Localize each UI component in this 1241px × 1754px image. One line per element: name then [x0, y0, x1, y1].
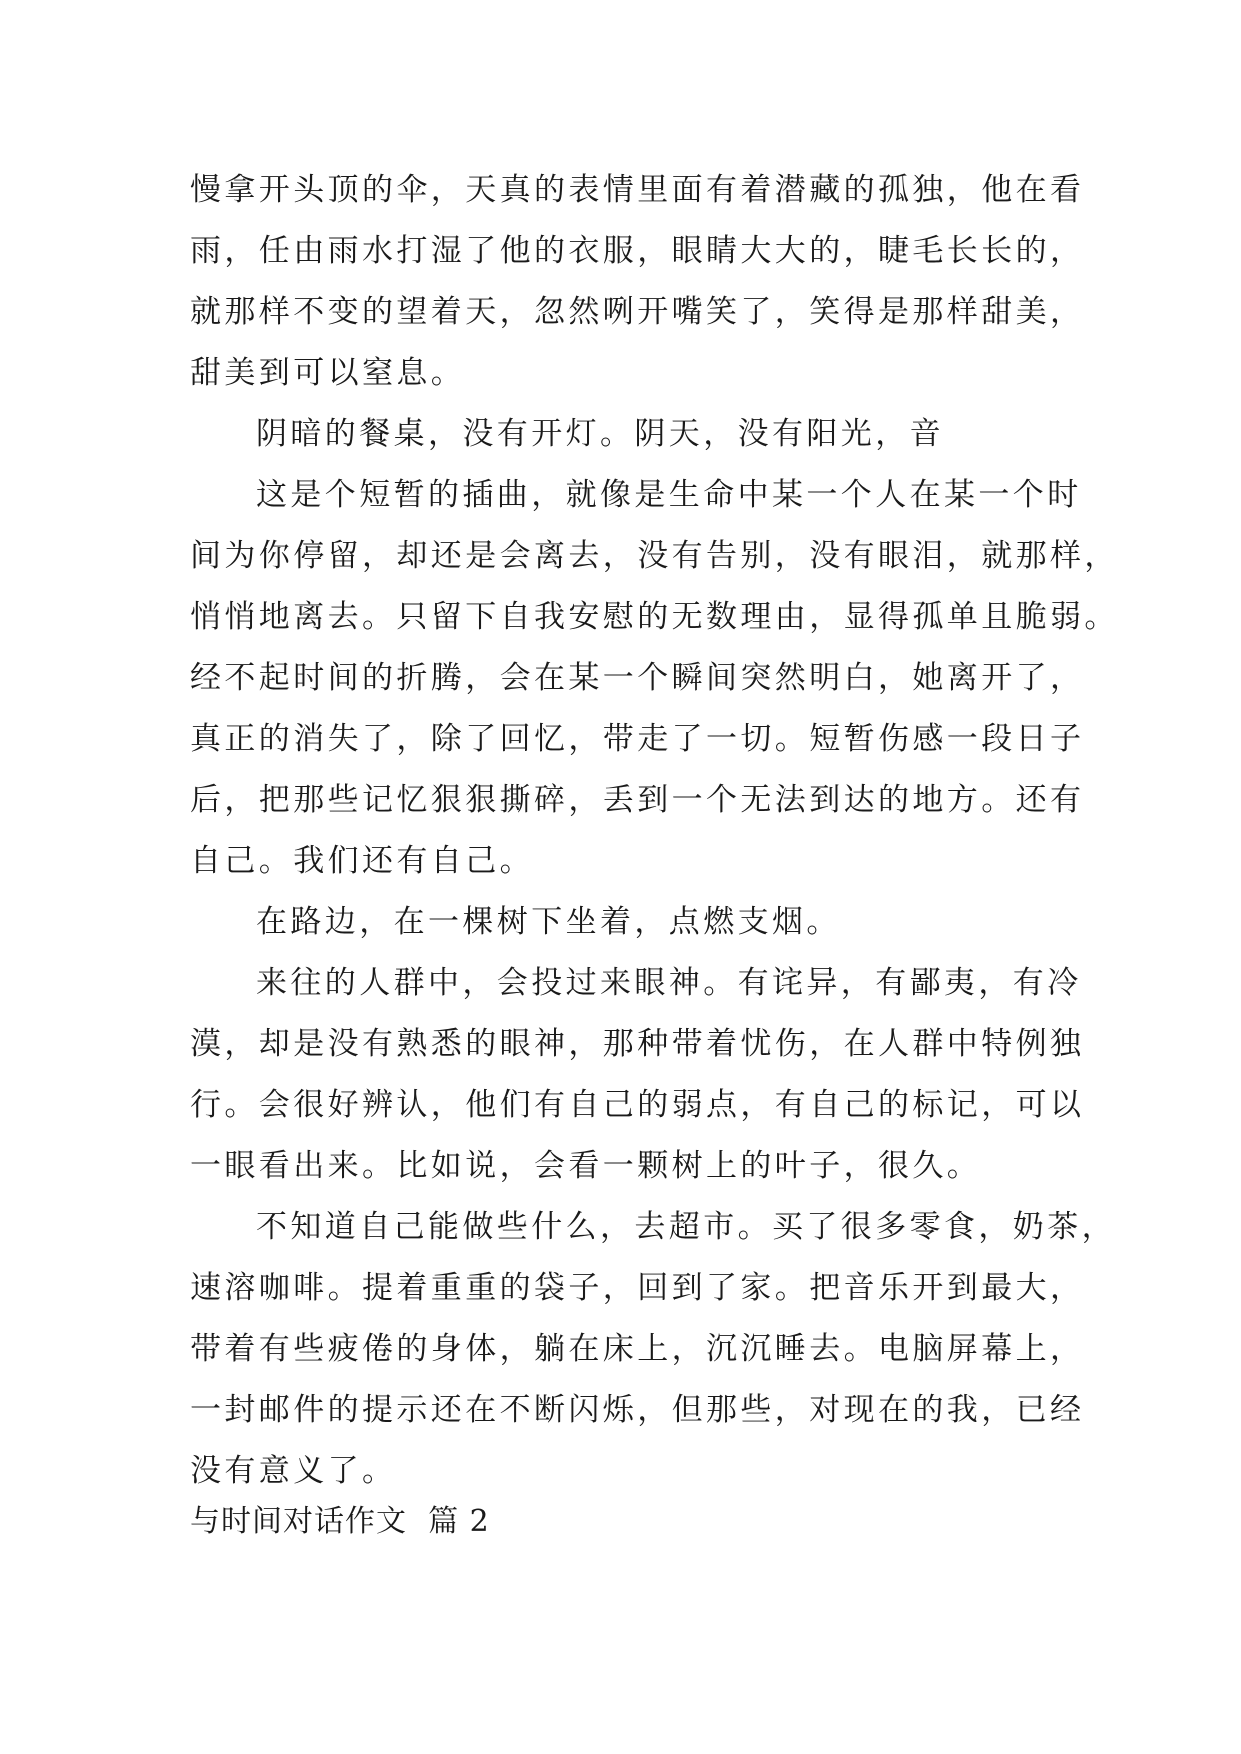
- text-line: 一眼看出来。比如说，会看一颗树上的叶子，很久。: [190, 1148, 982, 1184]
- text-line: 经不起时间的折腾，会在某一个瞬间突然明白，她离开了，: [190, 660, 1085, 696]
- text-line: 悄悄地离去。只留下自我安慰的无数理由，显得孤单且脆弱。: [190, 599, 1119, 635]
- text-line: 慢拿开头顶的伞，天真的表情里面有着潜藏的孤独，他在看: [190, 172, 1085, 208]
- text-line: 间为你停留，却还是会离去，没有告别，没有眼泪，就那样，: [190, 538, 1119, 574]
- paragraph-start-line: 阴暗的餐桌，没有开灯。阴天，没有阳光，音: [256, 416, 944, 452]
- paragraph-start-line: 不知道自己能做些什么，去超市。买了很多零食，奶茶，: [256, 1209, 1116, 1245]
- document-body: [190, 160, 1119, 1502]
- paragraph-start-line: 这是个短暂的插曲，就像是生命中某一个人在某一个时: [256, 477, 1082, 513]
- text-line: 带着有些疲倦的身体，躺在床上，沉沉睡去。电脑屏幕上，: [190, 1331, 1085, 1367]
- text-line: 就那样不变的望着天，忽然咧开嘴笑了，笑得是那样甜美，: [190, 294, 1085, 330]
- paragraph-start-line: 来往的人群中，会投过来眼神。有诧异，有鄙夷，有冷: [256, 965, 1082, 1001]
- text-line: 没有意义了。: [190, 1453, 397, 1489]
- paragraph-start-line: 在路边，在一棵树下坐着，点燃支烟。: [256, 904, 841, 940]
- text-line: 真正的消失了，除了回忆，带走了一切。短暂伤感一段日子: [190, 721, 1085, 757]
- text-line: 后，把那些记忆狠狠撕碎，丢到一个无法到达的地方。还有: [190, 782, 1085, 818]
- section-heading: 与时间对话作文 篇 2: [190, 1504, 490, 1539]
- text-line: 行。会很好辨认，他们有自己的弱点，有自己的标记，可以: [190, 1087, 1085, 1123]
- text-line: 甜美到可以窒息。: [190, 355, 466, 391]
- text-line: 速溶咖啡。提着重重的袋子，回到了家。把音乐开到最大，: [190, 1270, 1085, 1306]
- text-line: 自己。我们还有自己。: [190, 843, 534, 879]
- text-line: 漠，却是没有熟悉的眼神，那种带着忧伤，在人群中特例独: [190, 1026, 1085, 1062]
- text-line: 一封邮件的提示还在不断闪烁，但那些，对现在的我，已经: [190, 1392, 1085, 1428]
- text-line: 雨，任由雨水打湿了他的衣服，眼睛大大的，睫毛长长的，: [190, 233, 1085, 269]
